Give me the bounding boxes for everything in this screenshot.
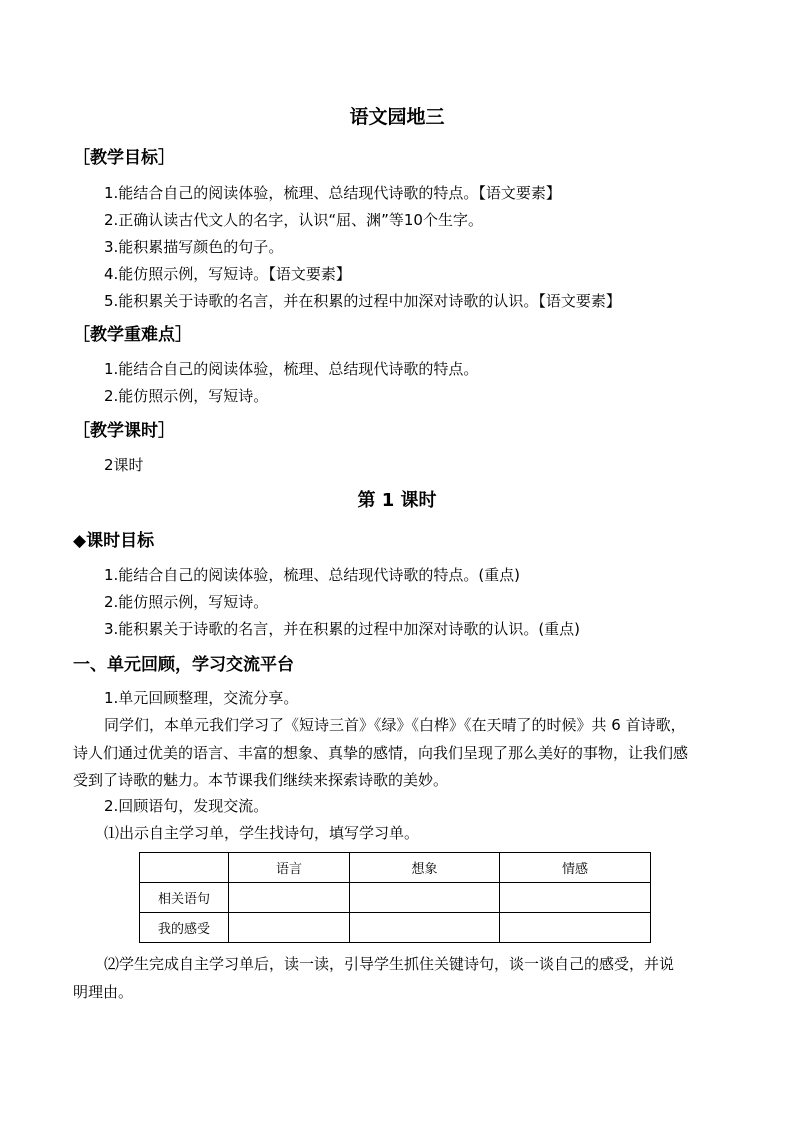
key-points-heading: ［教学重难点］ [73,325,192,345]
teaching-goals-heading: ［教学目标］ [73,148,175,168]
part-one-heading: 一、单元回顾，学习交流平台 [73,655,294,675]
table-cell [500,913,651,943]
table-header-cell: 情感 [500,853,651,883]
table-row-label: 我的感受 [140,913,229,943]
table-row-label: 相关语句 [140,883,229,913]
lesson-goals-heading: ◆课时目标 [73,531,155,551]
document-title: 语文园地三 [349,106,445,128]
self-study-table [139,852,651,943]
lesson-goal-item: 1.能结合自己的阅读体验，梳理、总结现代诗歌的特点。(重点) [104,566,521,584]
paragraph-line: 受到了诗歌的魅力。本节课我们继续来探索诗歌的美妙。 [73,771,449,789]
table-row [140,883,651,913]
sub-step-two: ⑵学生完成自主学习单后，读一读，引导学生抓住关键诗句，谈一谈自己的感受，并说 [104,955,675,973]
table-header-cell [140,853,229,883]
goal-item: 5.能积累关于诗歌的名言，并在积累的过程中加深对诗歌的认识。【语文要素】 [104,292,621,310]
table-cell [350,883,500,913]
class-hours-heading: ［教学课时］ [73,421,175,441]
goal-item: 3.能积累描写颜色的句子。 [104,238,284,256]
goal-item: 1.能结合自己的阅读体验，梳理、总结现代诗歌的特点。【语文要素】 [104,184,561,202]
lesson-title: 第 1 课时 [357,490,437,511]
step-two: 2.回顾语句，发现交流。 [104,797,269,815]
step-one: 1.单元回顾整理，交流分享。 [104,689,299,707]
table-header-cell: 语言 [229,853,350,883]
lesson-goal-item: 2.能仿照示例，写短诗。 [104,593,269,611]
table-cell [350,913,500,943]
lesson-goal-item: 3.能积累关于诗歌的名言，并在积累的过程中加深对诗歌的认识。(重点) [104,620,581,638]
goal-item: 2.正确认读古代文人的名字，认识“屈、渊”等10个生字。 [104,211,483,229]
sub-step-one: ⑴出示自主学习单，学生找诗句，填写学习单。 [104,824,420,842]
table-header-cell: 想象 [350,853,500,883]
paragraph-line: 诗人们通过优美的语言、丰富的想象、真挚的感情，向我们呈现了那么美好的事物，让我们感 [73,744,689,762]
table-row [140,913,651,943]
paragraph-line: 同学们，本单元我们学习了《短诗三首》《绿》《白桦》《在天晴了的时候》共 6 首诗歌， [104,716,686,734]
table-header-row [140,853,651,883]
table-cell [229,913,350,943]
key-point-item: 1.能结合自己的阅读体验，梳理、总结现代诗歌的特点。 [104,360,479,378]
class-hours-value: 2课时 [104,456,144,474]
table-cell [229,883,350,913]
table-cell [500,883,651,913]
key-point-item: 2.能仿照示例，写短诗。 [104,387,269,405]
sub-step-two-continued: 明理由。 [73,983,134,1001]
goal-item: 4.能仿照示例，写短诗。【语文要素】 [104,265,351,283]
